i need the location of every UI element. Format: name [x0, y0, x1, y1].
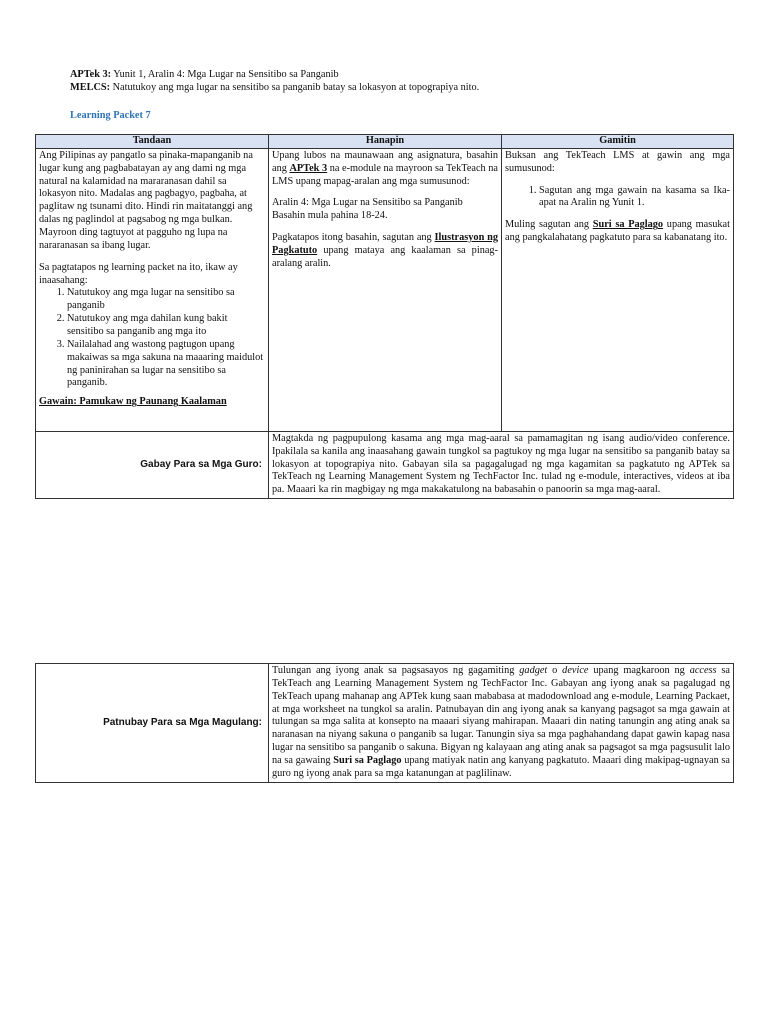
aptek-text: Yunit 1, Aralin 4: Mga Lugar na Sensitibo sa Panganib [111, 69, 339, 80]
suri-term: Suri sa Paglago [333, 755, 402, 767]
patnubay-row [36, 664, 734, 783]
learning-table [35, 134, 734, 499]
table-header-row [36, 135, 734, 149]
hanapin-p3 [272, 232, 498, 271]
list-item: 1. Sagutan ang mga gawain na kasama sa Ika-apat na Aralin ng Yunit 1. [539, 185, 730, 211]
list-item: 2. Natutukoy ang mga dahilan kung bakit sensitibo sa panganib ang mga ito [67, 313, 265, 339]
patnubay-label: Patnubay Para sa Mga Magulang: [36, 664, 269, 783]
hanapin-p1 [272, 150, 498, 189]
gamitin-p2-c: upang masukat ang pangkalahatang pagkatuto para sa kabanatang ito. [505, 219, 730, 244]
suri-link: Suri sa Paglago [592, 219, 664, 231]
hanapin-p2: Aralin 4: Mga Lugar na Sensitibo sa Panganib Basahin mula pahina 18-24. [272, 197, 463, 222]
list-item: 1. Natutukoy ang mga lugar na sensitibo sa panganib [67, 287, 265, 313]
gamitin-cell [502, 148, 734, 431]
patnubay-text [269, 664, 734, 783]
gawain-heading: Gawain: Pamukaw ng Paunang Kaalaman [39, 396, 227, 408]
gabay-label: Gabay Para sa Mga Guro: [36, 431, 269, 498]
patnubay-t1b: o [547, 665, 563, 676]
header-tandaan: Tandaan [36, 135, 269, 149]
tandaan-cell [36, 148, 269, 431]
header-hanapin: Hanapin [269, 135, 502, 149]
hanapin-p3-a: Pagkatapos itong basahin, sagutan ang [272, 232, 435, 244]
patnubay-t2: sa TekTeach ang Learning Management System ng TechFactor Inc. Gabayan ang iyong anak sa pagalugad ng TekTeach upang mahanap ang APTek kung saan mababasa at madodownload ang e-module, Learning Packaet, at mga worksheet na tungkol sa aralin. Patnubayan din ang iyong anak sa kanyang pagsagot sa mga gawain at tulungan sa mga salita at konsepto na maaari siyang mahirapan. Maaari din nating tanungin ang ating anak sa naranasan na niyang sakuna o panganib sa lugar. Tanungin siya sa mga paghahandang dapat gawin kapag nasa lugar na sensitibo sa panganib o sakuna. Bigyan ng kalayaan ang ating anak sa pagsagot sa mga pagsusulit lalo na sa gawaing [272, 665, 730, 767]
tandaan-expect: Sa pagtatapos ng learning packet na ito, ikaw ay inaasahang: [39, 261, 238, 286]
gamitin-p2-a: Muling sagutan ang [505, 219, 593, 231]
melcs-label: MELCS: [70, 81, 111, 93]
gamitin-p1: Buksan ang TekTeach LMS at gawin ang mga sumusunod: [505, 149, 730, 174]
packet-title: Learning Packet 7 [70, 110, 151, 121]
patnubay-t3: upang matiyak natin ang kanyang pagkatuto. Maaari ding makipag-ugnayan sa guro ng iyong anak para sa mga katanungan at paglilinaw. [272, 755, 730, 779]
gadget-term: gadget [519, 665, 548, 676]
table-content-row [36, 148, 734, 431]
header-gamitin: Gamitin [502, 135, 734, 149]
gamitin-p2 [505, 219, 730, 245]
melcs-line [70, 82, 730, 95]
hanapin-p1-a: Upang lubos na maunawaan ang asignatura, basahin ang [272, 149, 498, 174]
document-header [70, 69, 730, 95]
device-term: device [562, 665, 589, 676]
gabay-row [36, 431, 734, 498]
gamitin-list [505, 185, 730, 211]
melcs-text: Natutukoy ang mga lugar na sensitibo sa panganib batay sa lokasyon at topograpiya nito. [110, 81, 480, 93]
hanapin-p1-c: na e-module na mayroon sa TekTeach na LMS upang mapag-aralan ang mga sumusunod: [272, 162, 498, 187]
hanapin-p3-c: upang mataya ang kaalaman sa pinag-aralang aralin. [272, 245, 498, 269]
ilustrasyon-link: Ilustrasyon ng Pagkatuto [272, 232, 498, 257]
aptek-line [70, 69, 730, 82]
patnubay-t1c: upang magkaroon ng [588, 665, 690, 676]
access-term: access [689, 665, 717, 676]
list-item: 3. Nailalahad ang wastong pagtugon upang makaiwas sa mga sakuna na maaaring maidulot ng paninirahan sa lugar na sensitibo sa panganib. [67, 339, 265, 390]
aptek-link: APTek 3 [289, 162, 328, 174]
hanapin-cell [269, 148, 502, 431]
tandaan-intro: Ang Pilipinas ay pangatlo sa pinaka-mapanganib na lugar kung ang pagbabatayan ay ang dami ng mga natural na kalamidad na mararanasan dahil sa lokasyon nito. Madalas ang pagbagyo, pagbaha, at paglitaw ng tsunami dito. Hindi rin maitatanggi ang dalas ng paglindol at pagsabog ng mga bulkan. Mayroon ding tagtuyot at pagguho ng lupa na nararanasan sa ibang lugar. [39, 149, 253, 251]
patnubay-t1: Tulungan ang iyong anak sa pagsasayos ng gagamiting [272, 665, 520, 676]
patnubay-table [35, 663, 734, 783]
tandaan-list [39, 287, 265, 390]
gabay-text: Magtakda ng pagpupulong kasama ang mga mag-aaral sa pamamagitan ng isang audio/video conference. Ipakilala sa kanila ang inaasahang gawain tungkol sa pagtukoy ng mga lugar na sensitibo sa panganib batay sa lokasyon at topograpiya nito. Gabayan sila sa pagagalugad ng mga kagamitan sa pagkatuto ng APTek sa TekTeach ng Learning Management System ng TechFactor Inc. tulad ng e-module, interactives, videos at iba pa. Maaari ka rin magbigay ng mga makakatulong na babasahin o panoorin sa mga mag-aaral. [269, 431, 734, 498]
aptek-label: APTek 3: [70, 69, 112, 80]
